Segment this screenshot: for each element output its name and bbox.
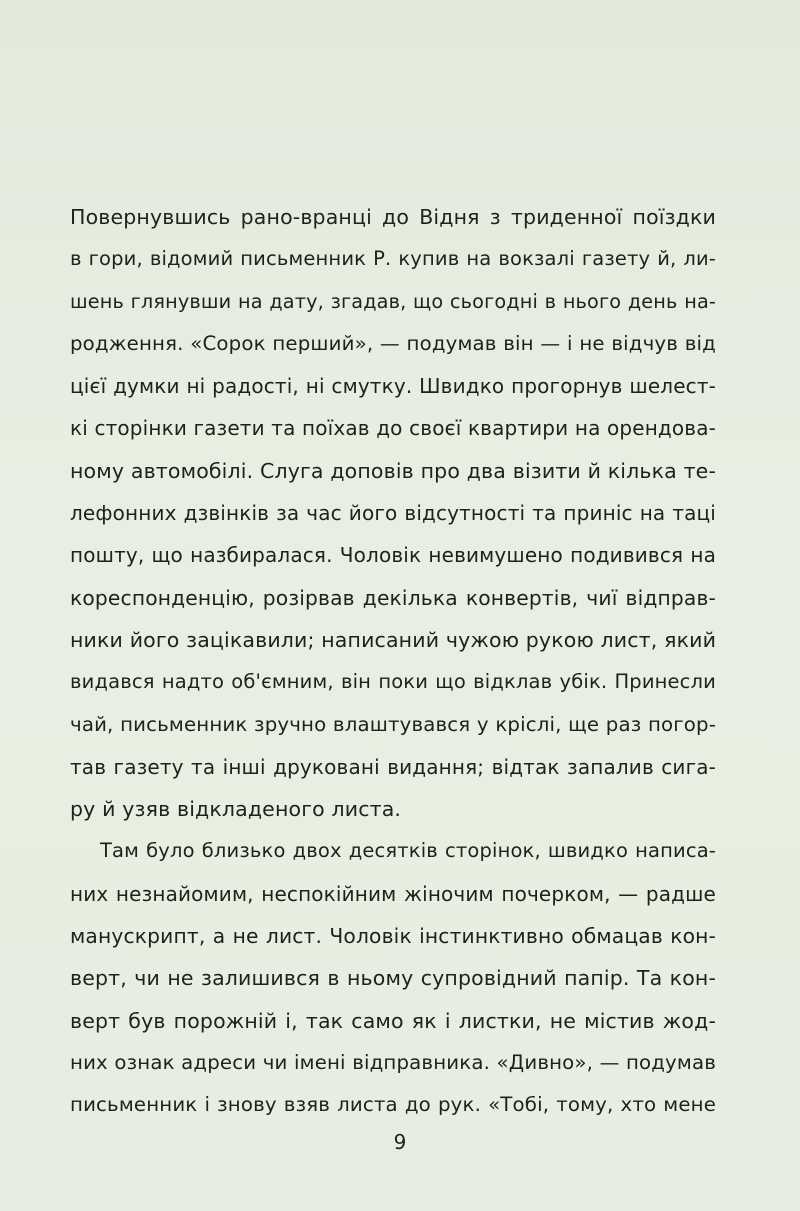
text-line: кі сторінки газети та поїхав до своєї квартири на орендова- bbox=[70, 416, 716, 441]
text-line: чай, письменник зручно влаштувався у кріслі, ще раз погор- bbox=[70, 712, 716, 736]
text-line: ру й узяв відкладеного листа. bbox=[70, 797, 402, 822]
text-line: в гори, відомий письменник Р. купив на вокзалі газету й, ли- bbox=[70, 247, 716, 271]
text-line: лефонних дзвінків за час його відсутності та приніс на таці bbox=[70, 501, 716, 526]
text-line: ники його зацікавили; написаний чужою рукою лист, який bbox=[70, 627, 717, 652]
text-line: ному автомобілі. Слуга доповів про два візити й кілька те- bbox=[70, 458, 716, 483]
text-line: Там було близько двох десятків сторінок, швидко написа- bbox=[100, 839, 716, 863]
text-line: родження. «Сорок перший», — подумав він — і не відчув від bbox=[70, 331, 716, 355]
text-line: верт, чи не залишився в ньому супровідний папір. Та кон- bbox=[70, 966, 716, 991]
text-line: кореспонденцію, розірвав декілька конвертів, чиї відправ- bbox=[70, 585, 716, 610]
text-line: цієї думки ні радості, ні смутку. Швидко прогорнув шелест- bbox=[70, 374, 716, 399]
page-number: 9 bbox=[393, 1130, 407, 1154]
text-line: пошту, що назбиралася. Чоловік невимушено подивився на bbox=[70, 543, 716, 568]
text-line: Повернувшись рано-вранці до Відня з триденної поїздки bbox=[70, 205, 716, 229]
text-line: манускрипт, а не лист. Чоловік інстинктивно обмацав кон- bbox=[70, 924, 716, 949]
text-line: шень глянувши на дату, згадав, що сьогодні в нього день на- bbox=[70, 289, 716, 313]
body-text bbox=[70, 196, 716, 1127]
text-line: верт був порожній і, так само як і листки, не містив жод- bbox=[70, 1008, 716, 1033]
text-line: тав газету та інші друковані видання; відтак запалив сига- bbox=[70, 754, 716, 779]
text-line: видався надто об'ємним, він поки що відклав убік. Принесли bbox=[70, 670, 716, 694]
text-line: письменник і знову взяв листа до рук. «Тобі, тому, хто мене bbox=[70, 1093, 716, 1117]
text-line: них ознак адреси чи імені відправника. «Дивно», — подумав bbox=[70, 1050, 716, 1074]
text-line: них незнайомим, неспокійним жіночим почерком, — радше bbox=[70, 881, 716, 906]
